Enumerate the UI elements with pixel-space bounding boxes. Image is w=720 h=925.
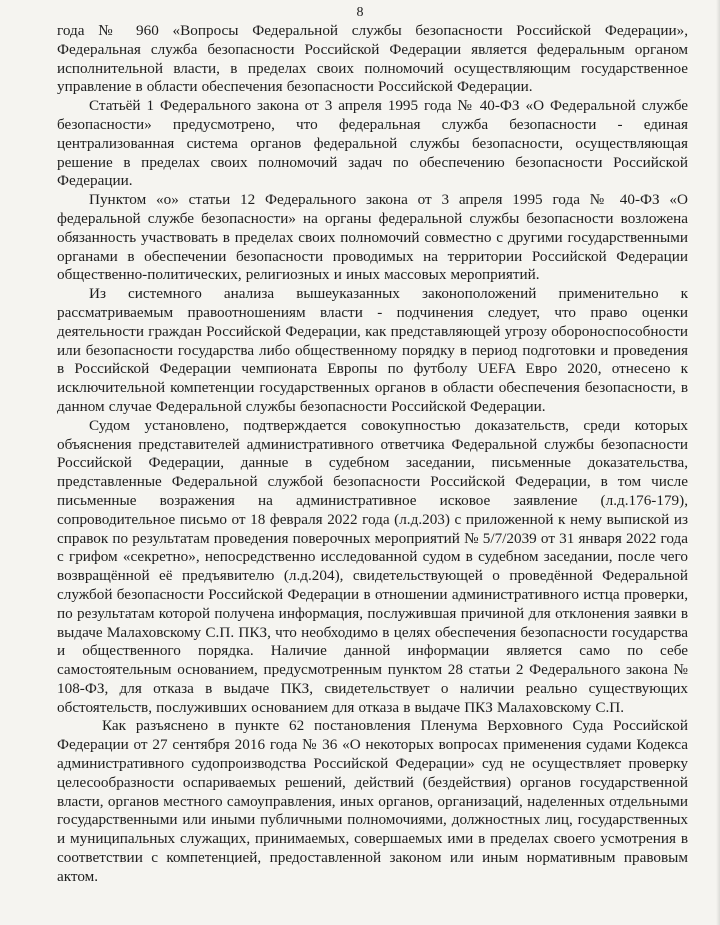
- page-number: 8: [356, 5, 364, 20]
- paragraph-fsb-status: года № 960 «Вопросы Федеральной службы безопасности Российской Федерации», Федеральная служба безопасности Российской Федерации является федеральным органом исполнительной власти, в пределах своих полномочий осуществляющим государственное управление в области обеспечения безопасности Российской Федерации.: [57, 22, 688, 96]
- page-edge-shadow: [716, 0, 720, 925]
- paragraph-article-12: Пунктом «о» статьи 12 Федерального закона от 3 апреля 1995 года № 40-ФЗ «О федеральной службе безопасности» на органы федеральной службы безопасности возложена обязанность участвовать в пределах своих полномочий совместно с другими государственными органами в обеспечении безопасности проводимых на территории Российской Федерации общественно-политических, религиозных и иных массовых мероприятий.: [57, 191, 688, 284]
- paragraph-article-1: Статьёй 1 Федерального закона от 3 апреля 1995 года № 40-ФЗ «О Федеральной службе безопасности» предусмотрено, что федеральная служба безопасности - единая централизованная система органов федеральной службы безопасности, осуществляющая решение в пределах своих полномочий задач по обеспечению безопасности Российской Федерации.: [57, 97, 688, 190]
- paragraph-court-findings: Судом установлено, подтверждается совокупностью доказательств, среди которых объяснения представителей административного ответчика Федеральной службы безопасности Российской Федерации, данные в судебном заседании, письменные доказательства, представленные Федеральной службой безопасности Российской Федерации, в том числе письменные возражения на административное исковое заявление (л.д.176-179), сопроводительное письмо от 18 февраля 2022 года (л.д.203) с приложенной к нему выпиской из справок по результатам проведения поверочных мероприятий № 5/7/2039 от 31 января 2022 года с грифом «секретно», непосредственно исследованной судом в судебном заседании, после чего возвращённой её предъявителю (л.д.204), свидетельствующей о проведённой Федеральной службой безопасности Российской Федерации в отношении административного истца проверки, по результатам которой получена информация, послужившая причиной для отклонения заявки в выдаче Малаховскому С.П. ПКЗ, что необходимо в целях обеспечения безопасности государства и общественного порядка. Наличие данной информации является само по себе самостоятельным основанием, предусмотренным пунктом 28 статьи 2 Федерального закона № 108-ФЗ, для отказа в выдаче ПКЗ, свидетельствует о наличии реально существующих обстоятельств, послуживших основанием для отказа в выдаче ПКЗ Малаховскому С.П.: [57, 416, 688, 716]
- paragraph-system-analysis: Из системного анализа вышеуказанных законоположений применительно к рассматриваемым правоотношениям власти - подчинения следует, что право оценки деятельности граждан Российской Федерации, как представляющей угрозу обороноспособности или безопасности государства либо общественному порядку в период подготовки и проведения в Российской Федерации чемпионата Европы по футболу UEFA Евро 2020, отнесено к исключительной компетенции государственных органов в области обеспечения безопасности, в данном случае Федеральной службы безопасности Российской Федерации.: [57, 285, 688, 415]
- paragraph-plenum-clarification: Как разъяснено в пункте 62 постановления Пленума Верховного Суда Российской Федерации от 27 сентября 2016 года № 36 «О некоторых вопросах применения судами Кодекса административного судопроизводства Российской Федерации» суд не осуществляет проверку целесообразности оспариваемых решений, действий (бездействия) органов государственной власти, органов местного самоуправления, иных органов, организаций, наделенных отдельными государственными или иными публичными полномочиями, должностных лиц, государственных и муниципальных служащих, принимаемых, совершаемых ими в пределах своего усмотрения в соответствии с компетенцией, предоставленной законом или иным нормативным правовым актом.: [57, 717, 688, 885]
